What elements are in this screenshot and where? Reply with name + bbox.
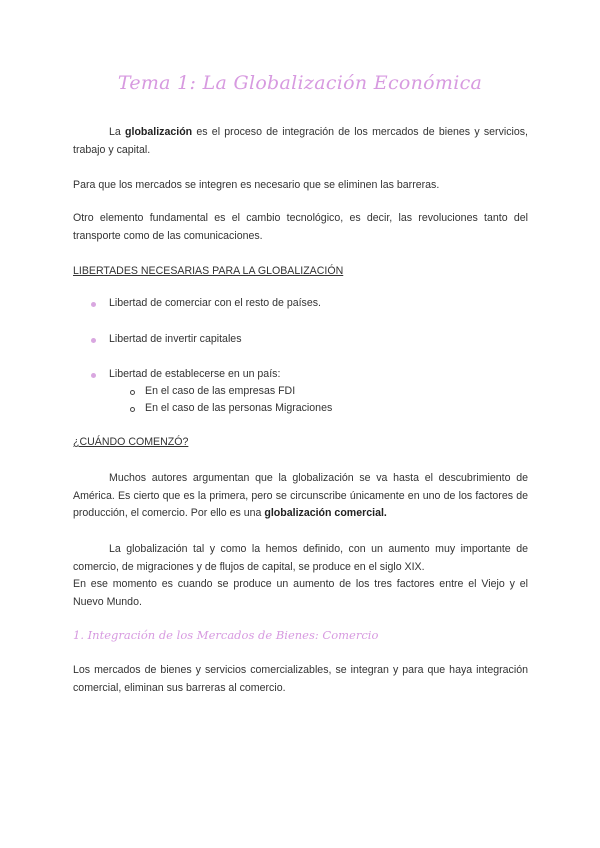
paragraph-descubrimiento [73, 470, 528, 523]
bullet-dot [91, 373, 96, 378]
globalizacion-comercial-bold: globalización comercial. [264, 507, 387, 520]
paragraph-mercados-bienes: Los mercados de bienes y servicios comercializables, se integran y para que haya integración comercial, eliminan sus barreras al comercio. [73, 664, 528, 694]
sub-item-empresas: En el caso de las empresas FDI [145, 385, 296, 397]
document-title: Tema 1: La Globalización Económica [117, 72, 483, 94]
sub-bullet-circle [130, 390, 135, 395]
paragraph-siglo-xix: La globalización tal y como la hemos definido, con un aumento muy importante de comercio, de migraciones y de flujos de capital, se produce en el siglo XIX. [73, 543, 528, 573]
paragraph-viejo-nuevo-mundo: En ese momento es cuando se produce un aumento de los tres factores entre el Viejo y el Nuevo Mundo. [73, 578, 528, 608]
list-item-comerciar: Libertad de comerciar con el resto de países. [109, 297, 321, 309]
sub-item-personas: En el caso de las personas Migraciones [145, 402, 333, 414]
intro-paragraph [73, 124, 528, 159]
intro-suffix: es el proceso de integración de los mercados de bienes y servicios, trabajo y capital. [73, 126, 528, 156]
heading-libertades: LIBERTADES NECESARIAS PARA LA GLOBALIZACIÓN [73, 265, 344, 277]
list-item-establecerse: Libertad de establecerse en un país: [109, 368, 281, 380]
bullet-dot [91, 302, 96, 307]
paragraph-descubrimiento-text: Muchos autores argumentan que la globalización se va hasta el descubrimiento de América. Es cierto que es la primera, pero se circunscribe únicamente en uno de los factores de producción, el comercio. Por ello es una [73, 472, 528, 520]
sub-bullet-circle [130, 407, 135, 412]
heading-cuando-comenzo: ¿CUÁNDO COMENZÓ? [73, 436, 189, 448]
bullet-dot [91, 338, 96, 343]
list-item-invertir: Libertad de invertir capitales [109, 333, 242, 345]
intro-prefix: La [109, 126, 126, 138]
paragraph-barreras: Para que los mercados se integren es necesario que se eliminen las barreras. [73, 179, 440, 191]
section-heading-comercio: 1. Integración de los Mercados de Bienes: Comercio [73, 628, 379, 642]
intro-bold-term: globalización [125, 126, 193, 138]
paragraph-cambio-tecnologico: Otro elemento fundamental es el cambio tecnológico, es decir, las revoluciones tanto del transporte como de las comunicaciones. [73, 212, 528, 242]
